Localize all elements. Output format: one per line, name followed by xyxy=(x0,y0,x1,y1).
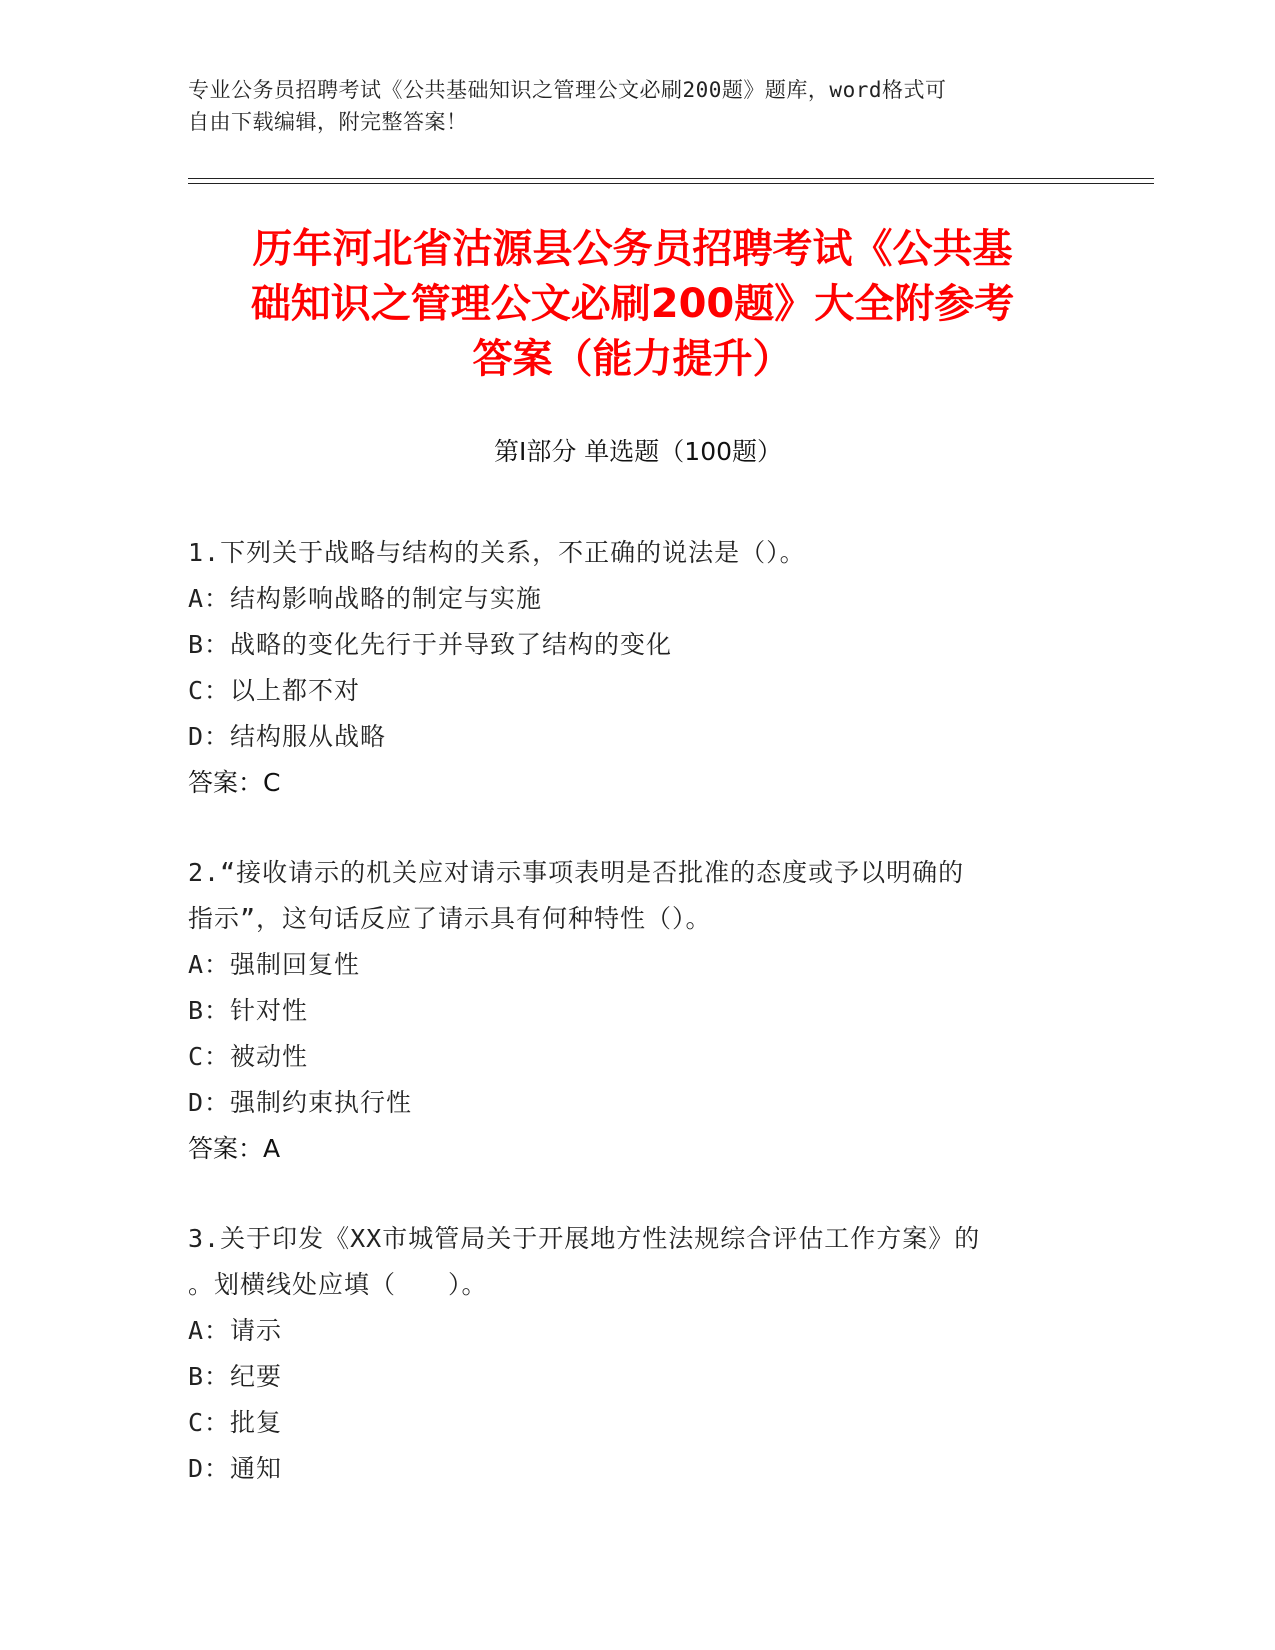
option-d: D：通知 xyxy=(188,1454,283,1483)
question-list xyxy=(188,530,1088,1536)
header-note-line-2: 自由下载编辑，附完整答案！ xyxy=(188,110,468,134)
question-stem: 1.下列关于战略与结构的关系，不正确的说法是（）。 xyxy=(188,538,806,567)
option-d: D：强制约束执行性 xyxy=(188,1088,413,1117)
option-b: B：针对性 xyxy=(188,996,309,1025)
option-c: C：以上都不对 xyxy=(188,676,361,705)
option-a: A：强制回复性 xyxy=(188,950,361,979)
option-c: C：批复 xyxy=(188,1408,283,1437)
question-stem: 3.关于印发《XX市城管局关于开展地方性法规综合评估工作方案》的 。划横线处应填（ ）。 xyxy=(188,1224,981,1299)
header-divider-top xyxy=(188,178,1154,179)
option-d: D：结构服从战略 xyxy=(188,722,387,751)
question-3 xyxy=(188,1216,1088,1492)
section-title: 第Ⅰ部分 单选题（100题） xyxy=(493,437,783,466)
option-c: C：被动性 xyxy=(188,1042,309,1071)
document-title-line-1: 历年河北省沽源县公务员招聘考试《公共基 xyxy=(252,226,1013,272)
document-title xyxy=(180,222,1085,387)
document-title-line-2: 础知识之管理公文必刷200题》大全附参考 xyxy=(250,281,1015,327)
option-b: B：战略的变化先行于并导致了结构的变化 xyxy=(188,630,673,659)
answer: 答案：A xyxy=(188,1134,281,1163)
option-a: A：结构影响战略的制定与实施 xyxy=(188,584,543,613)
option-b: B：纪要 xyxy=(188,1362,283,1391)
header-divider-bottom xyxy=(188,183,1154,184)
answer: 答案：C xyxy=(188,768,281,797)
header-note xyxy=(188,74,1068,138)
question-1 xyxy=(188,530,1088,806)
document-title-line-3: 答案（能力提升） xyxy=(472,336,793,382)
header-note-line-1: 专业公务员招聘考试《公共基础知识之管理公文必刷200题》题库，word格式可 xyxy=(188,78,947,102)
option-a: A：请示 xyxy=(188,1316,283,1345)
question-2 xyxy=(188,850,1088,1172)
question-stem: 2.“接收请示的机关应对请示事项表明是否批准的态度或予以明确的 指示”，这句话反应了请示具有何种特性（）。 xyxy=(188,858,965,933)
